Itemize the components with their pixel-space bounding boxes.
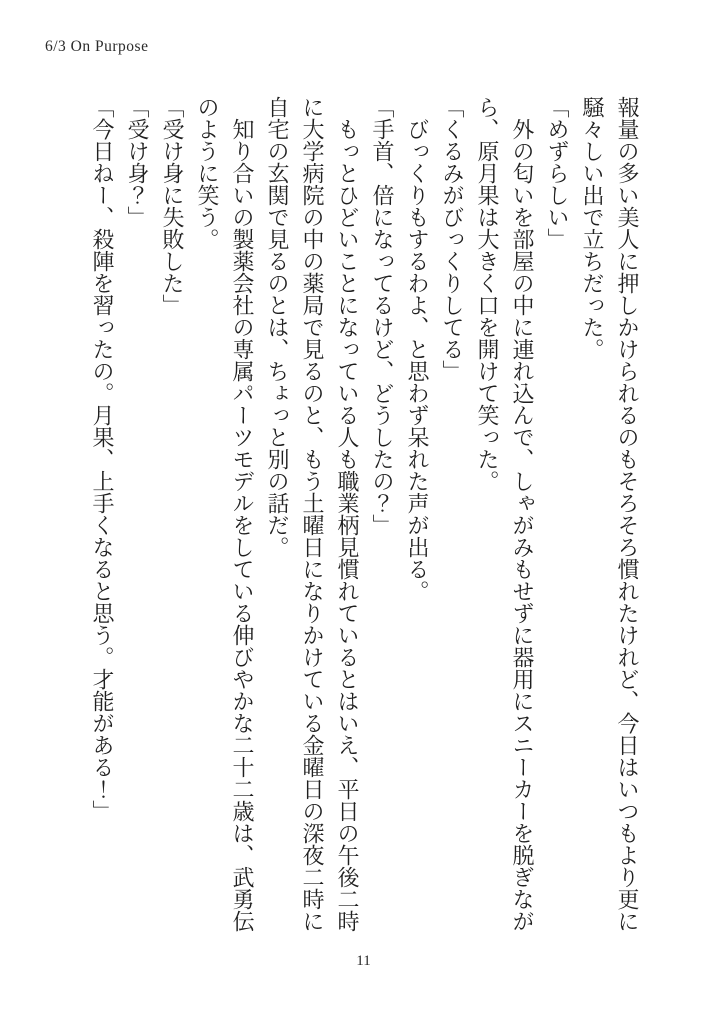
paragraph: 「手首、倍になってるけど、どうしたの？」 xyxy=(370,96,395,536)
paragraph: 「今日ねー、殺陣を習ったの。月果、上手くなると思う。才能がある！」 xyxy=(90,96,115,822)
page-number: 11 xyxy=(356,953,371,969)
paragraph: 「くるみがびっくりしてる」 xyxy=(440,96,465,382)
paragraph: びっくりもするわよ、と思わず呆れた声が出る。 xyxy=(405,118,430,602)
paragraph: 「めずらしい」 xyxy=(545,96,570,250)
paragraph: 「受け身？」 xyxy=(125,96,150,228)
body-text xyxy=(85,96,645,932)
paragraph: 外の匂いを部屋の中に連れ込んで、しゃがみもせずに器用にスニーカーを脱ぎながら、原月果は大きく口を開けて笑った。 xyxy=(475,96,535,932)
running-header: 6/3 On Purpose xyxy=(45,38,149,55)
paragraph: 知り合いの製薬会社の専属パーツモデルをしている伸びやかな二十二歳は、武勇伝のように笑う。 xyxy=(195,96,255,932)
paragraph: もっとひどいことになっている人も職業柄見慣れているとはいえ、平日の午後二時に大学病院の中の薬局で見るのと、もう土曜日になりかけている金曜日の深夜二時に自宅の玄関で見るのとは、ちょっと別の話だ。 xyxy=(265,96,360,932)
paragraph: 「受け身に失敗した」 xyxy=(160,96,185,316)
paragraph: 報量の多い美人に押しかけられるのもそろそろ慣れたけれど、今日はいつもより更に騒々しい出で立ちだった。 xyxy=(580,96,640,932)
